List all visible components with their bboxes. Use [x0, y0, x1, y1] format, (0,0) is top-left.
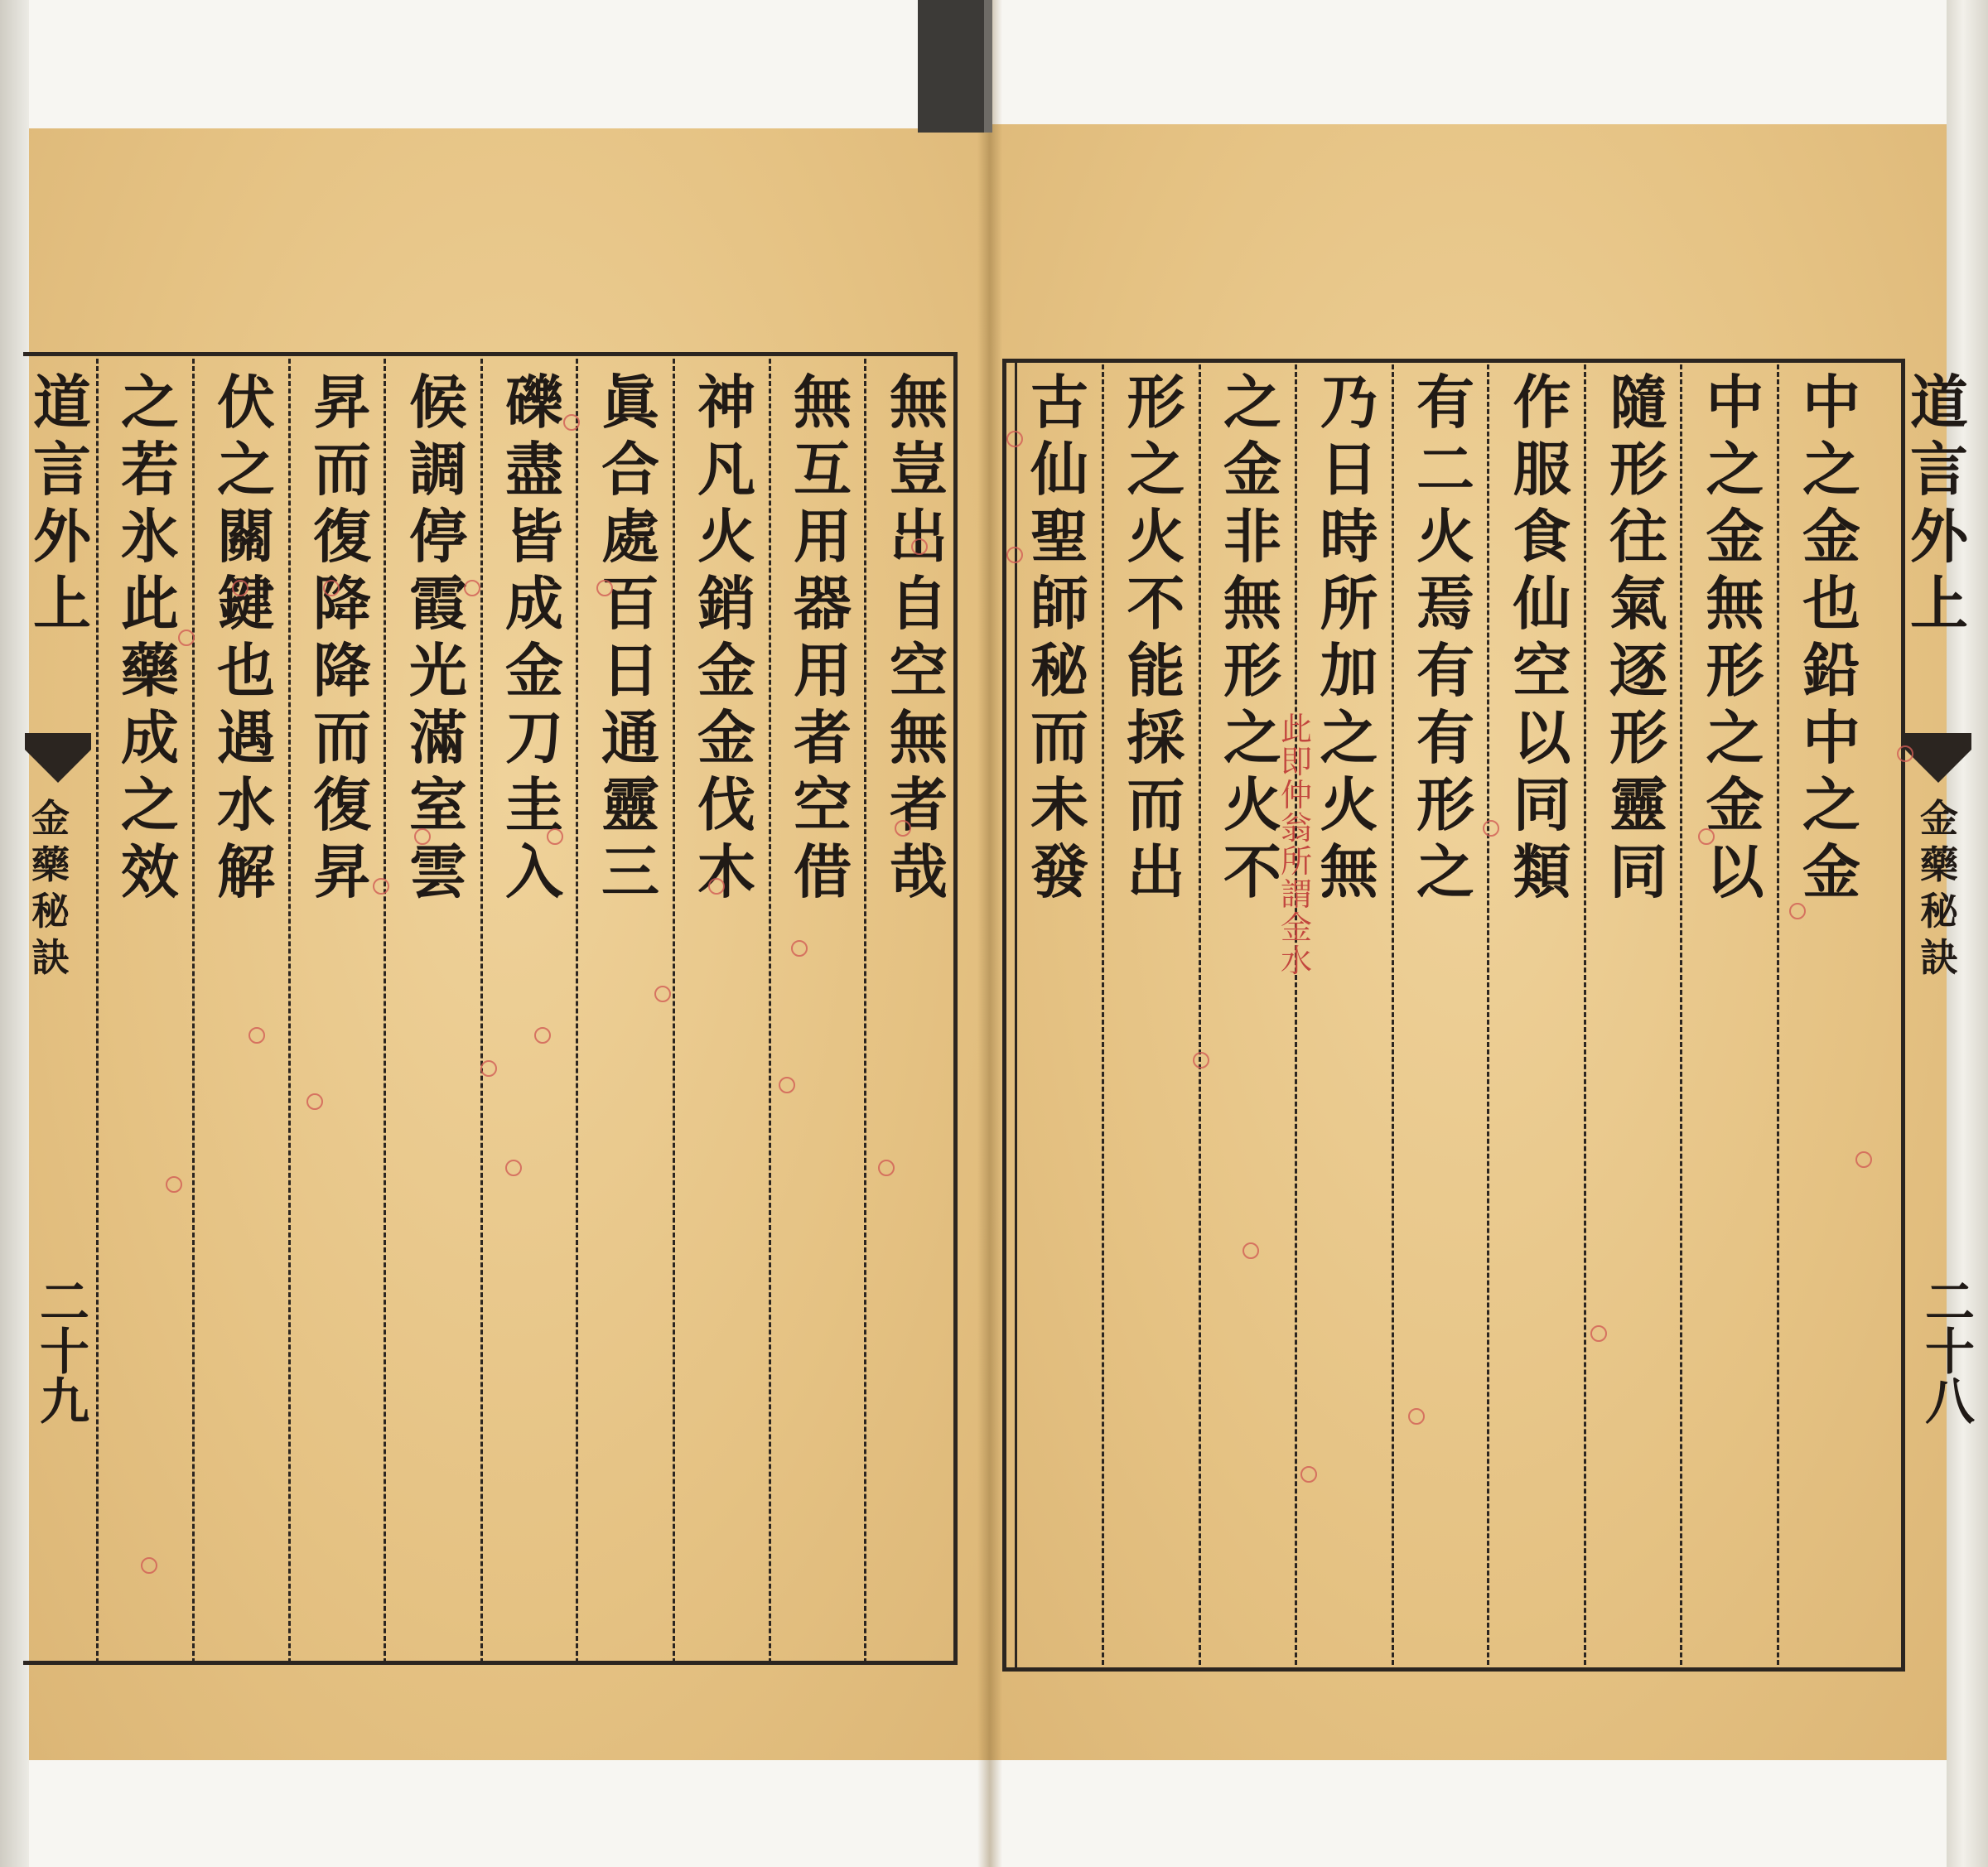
character: 未 [1030, 770, 1088, 839]
book-gutter [977, 0, 1002, 1867]
character: 之 [1706, 703, 1764, 772]
red-punctuation-mark [464, 580, 480, 596]
red-punctuation-mark [779, 1077, 795, 1093]
character: 中 [1706, 368, 1764, 437]
character: 神 [697, 368, 755, 437]
character: 時 [1320, 502, 1378, 571]
character: 出 [1127, 837, 1185, 906]
right-margin-heading [1904, 369, 1975, 637]
character: 之 [1706, 435, 1764, 504]
character: 霞 [409, 569, 467, 638]
character: 中 [1802, 368, 1860, 437]
text-column [1314, 369, 1385, 905]
column-rule [864, 359, 866, 1663]
text-column [306, 369, 378, 905]
column-rule [769, 359, 771, 1663]
chapter-char: 秘 [31, 889, 70, 934]
character: 水 [217, 770, 275, 839]
character: 候 [409, 368, 467, 437]
character: 之 [1127, 435, 1185, 504]
character: 凡 [697, 435, 755, 504]
character: 日 [601, 636, 659, 705]
character: 食 [1513, 502, 1571, 571]
character: 鉛 [1802, 636, 1860, 705]
character: 伐 [697, 770, 755, 839]
red-punctuation-mark [1855, 1151, 1872, 1168]
character: 氷 [121, 502, 179, 571]
character: 服 [1513, 435, 1571, 504]
character: 往 [1609, 502, 1667, 571]
character: 空 [890, 636, 948, 705]
left-folio-number: 二十九 [31, 1276, 89, 1425]
character: 無 [890, 703, 948, 772]
character: 合 [601, 435, 659, 504]
character: 者 [794, 703, 852, 772]
character: 古 [1030, 368, 1088, 437]
right-chapter-title [1920, 795, 1958, 981]
character: 形 [1609, 435, 1667, 504]
character: 無 [1223, 569, 1281, 638]
character: 火 [697, 502, 755, 571]
character: 藥 [121, 636, 179, 705]
character: 秘 [1030, 636, 1088, 705]
character: 也 [217, 636, 275, 705]
character: 昇 [313, 837, 371, 906]
column-rule [1680, 364, 1682, 1665]
character: 借 [794, 837, 852, 906]
red-punctuation-mark [1897, 745, 1913, 762]
column-rule [1584, 364, 1586, 1665]
character: 自 [890, 569, 948, 638]
character: 而 [1127, 770, 1185, 839]
character: 無 [1320, 837, 1378, 906]
text-column [1410, 369, 1481, 905]
character: 金 [1706, 770, 1764, 839]
character: 金 [1802, 502, 1860, 571]
red-punctuation-mark [895, 820, 911, 837]
annotation-char: 仲 [1280, 777, 1312, 813]
text-column [883, 369, 954, 905]
red-punctuation-mark [1006, 431, 1023, 447]
red-punctuation-mark [141, 1557, 157, 1574]
character: 不 [1223, 837, 1281, 906]
red-punctuation-mark [1006, 547, 1023, 563]
red-punctuation-mark [505, 1160, 522, 1176]
character: 復 [313, 502, 371, 571]
character: 盡 [505, 435, 563, 504]
column-rule [673, 359, 675, 1663]
character: 百 [601, 569, 659, 638]
column-rule [1487, 364, 1489, 1665]
character: 關 [217, 502, 275, 571]
character: 金 [1706, 502, 1764, 571]
red-punctuation-mark [323, 580, 340, 596]
character: 入 [505, 837, 563, 906]
column-rule [480, 359, 483, 1663]
character: 發 [1030, 837, 1088, 906]
character: 中 [1802, 703, 1860, 772]
character: 金 [505, 636, 563, 705]
red-punctuation-mark [1242, 1242, 1259, 1259]
character: 停 [409, 502, 467, 571]
character: 刀 [505, 703, 563, 772]
character: 復 [313, 770, 371, 839]
red-punctuation-mark [232, 580, 248, 596]
character: 無 [794, 368, 852, 437]
character: 焉 [1416, 569, 1474, 638]
red-punctuation-mark [248, 1027, 265, 1044]
character: 圭 [505, 770, 563, 839]
red-punctuation-mark [414, 828, 431, 845]
red-punctuation-mark [1193, 1052, 1209, 1069]
character: 伏 [217, 368, 275, 437]
character: 解 [217, 837, 275, 906]
character: 出 [890, 502, 948, 571]
chapter-char: 金 [1920, 796, 1958, 841]
character: 之 [1802, 770, 1860, 839]
red-punctuation-mark [563, 414, 580, 431]
character: 雲 [409, 837, 467, 906]
chapter-char: 金 [31, 796, 70, 841]
character: 礫 [505, 368, 563, 437]
annotation-char: 即 [1280, 744, 1312, 780]
character: 豈 [890, 435, 948, 504]
chapter-char: 訣 [31, 935, 70, 980]
character: 銷 [697, 569, 755, 638]
character: 之 [1320, 703, 1378, 772]
left-chapter-title [31, 795, 70, 981]
character: 之 [121, 770, 179, 839]
character: 同 [1513, 770, 1571, 839]
annotation-char: 謂 [1280, 876, 1312, 913]
character: 金 [697, 703, 755, 772]
character: 能 [1127, 636, 1185, 705]
character: 形 [1609, 703, 1667, 772]
heading-char: 上 [1910, 569, 1968, 638]
character: 室 [409, 770, 467, 839]
character: 氣 [1609, 569, 1667, 638]
annotation-char: 金 [1280, 909, 1312, 946]
character: 加 [1320, 636, 1378, 705]
text-column [1024, 369, 1095, 905]
character: 此 [121, 569, 179, 638]
red-punctuation-mark [708, 878, 725, 895]
chapter-char: 藥 [1920, 842, 1958, 887]
character: 而 [1030, 703, 1088, 772]
character: 鍵 [217, 569, 275, 638]
character: 之 [1223, 368, 1281, 437]
text-column [210, 369, 282, 905]
text-column [1796, 369, 1867, 905]
text-column [787, 369, 858, 905]
annotation-char: 水 [1280, 943, 1312, 979]
character: 有 [1416, 636, 1474, 705]
character: 之 [121, 368, 179, 437]
red-punctuation-mark [878, 1160, 895, 1176]
red-punctuation-mark [534, 1027, 551, 1044]
character: 眞 [601, 368, 659, 437]
heading-char: 道 [33, 368, 91, 437]
red-punctuation-mark [306, 1093, 323, 1110]
character: 之 [1223, 703, 1281, 772]
character: 哉 [890, 837, 948, 906]
red-punctuation-mark [373, 878, 389, 895]
heading-char: 道 [1910, 368, 1968, 437]
character: 處 [601, 502, 659, 571]
right-folio-number: 二十八 [1917, 1276, 1975, 1425]
column-rule [1777, 364, 1779, 1665]
character: 者 [890, 770, 948, 839]
character: 仙 [1030, 435, 1088, 504]
text-column [1121, 369, 1192, 905]
character: 器 [794, 569, 852, 638]
column-rule [576, 359, 578, 1663]
character: 空 [794, 770, 852, 839]
character: 遇 [217, 703, 275, 772]
heading-char: 外 [33, 502, 91, 571]
red-punctuation-mark [654, 986, 671, 1002]
character: 昇 [313, 368, 371, 437]
character: 通 [601, 703, 659, 772]
annotation-char: 此 [1280, 711, 1312, 747]
character: 降 [313, 569, 371, 638]
character: 聖 [1030, 502, 1088, 571]
character: 用 [794, 636, 852, 705]
chapter-char: 秘 [1920, 889, 1958, 934]
character: 火 [1416, 502, 1474, 571]
heading-char: 外 [1910, 502, 1968, 571]
red-punctuation-mark [1789, 903, 1806, 919]
red-punctuation-mark [480, 1060, 497, 1077]
character: 所 [1320, 569, 1378, 638]
character: 不 [1127, 569, 1185, 638]
red-punctuation-mark [1300, 1466, 1317, 1483]
left-margin-heading [27, 369, 98, 637]
character: 無 [890, 368, 948, 437]
red-punctuation-mark [547, 828, 563, 845]
text-column [1700, 369, 1771, 905]
column-rule [1295, 364, 1297, 1665]
red-handwritten-annotation [1278, 712, 1315, 977]
fish-tail-mark-icon [1905, 733, 1971, 783]
annotation-char: 所 [1280, 843, 1312, 880]
character: 同 [1609, 837, 1667, 906]
character: 木 [697, 837, 755, 906]
character: 非 [1223, 502, 1281, 571]
column-rule [96, 359, 99, 1663]
column-rule [1199, 364, 1201, 1665]
character: 靈 [601, 770, 659, 839]
character: 仙 [1513, 569, 1571, 638]
red-punctuation-mark [911, 538, 928, 555]
character: 光 [409, 636, 467, 705]
character: 有 [1416, 368, 1474, 437]
character: 無 [1706, 569, 1764, 638]
heading-char: 上 [33, 569, 91, 638]
character: 用 [794, 502, 852, 571]
character: 成 [505, 569, 563, 638]
red-punctuation-mark [1590, 1325, 1607, 1342]
red-punctuation-mark [1408, 1408, 1425, 1425]
red-punctuation-mark [791, 940, 808, 957]
character: 乃 [1320, 368, 1378, 437]
character: 形 [1127, 368, 1185, 437]
annotation-char: 翁 [1280, 810, 1312, 847]
character: 以 [1513, 703, 1571, 772]
character: 隨 [1609, 368, 1667, 437]
character: 成 [121, 703, 179, 772]
red-punctuation-mark [1698, 828, 1715, 845]
heading-char: 言 [1910, 435, 1968, 504]
character: 形 [1416, 770, 1474, 839]
character: 之 [217, 435, 275, 504]
text-column [114, 369, 186, 905]
text-column [1603, 369, 1674, 905]
character: 調 [409, 435, 467, 504]
text-column [499, 369, 570, 905]
character: 二 [1416, 435, 1474, 504]
red-punctuation-mark [1483, 820, 1499, 837]
character: 金 [697, 636, 755, 705]
character: 作 [1513, 368, 1571, 437]
heading-char: 言 [33, 435, 91, 504]
character: 三 [601, 837, 659, 906]
column-rule [288, 359, 291, 1663]
character: 互 [794, 435, 852, 504]
column-rule [384, 359, 386, 1663]
character: 金 [1223, 435, 1281, 504]
character: 而 [313, 703, 371, 772]
text-column [691, 369, 762, 905]
character: 火 [1127, 502, 1185, 571]
red-punctuation-mark [166, 1176, 182, 1193]
character: 降 [313, 636, 371, 705]
character: 日 [1320, 435, 1378, 504]
spine-edge [984, 0, 992, 133]
character: 火 [1320, 770, 1378, 839]
text-column [403, 369, 474, 905]
character: 師 [1030, 569, 1088, 638]
character: 以 [1706, 837, 1764, 906]
character: 火 [1223, 770, 1281, 839]
spine [918, 0, 987, 133]
character: 皆 [505, 502, 563, 571]
character: 之 [1802, 435, 1860, 504]
column-rule [1392, 364, 1394, 1665]
chapter-char: 訣 [1920, 935, 1958, 980]
character: 滿 [409, 703, 467, 772]
character: 類 [1513, 837, 1571, 906]
character: 靈 [1609, 770, 1667, 839]
character: 金 [1802, 837, 1860, 906]
red-punctuation-mark [596, 580, 613, 596]
character: 空 [1513, 636, 1571, 705]
fish-tail-mark-icon [25, 733, 91, 783]
character: 逐 [1609, 636, 1667, 705]
character: 也 [1802, 569, 1860, 638]
character: 採 [1127, 703, 1185, 772]
red-punctuation-mark [178, 630, 195, 646]
character: 有 [1416, 703, 1474, 772]
column-rule [192, 359, 195, 1663]
text-column [1507, 369, 1578, 905]
character: 而 [313, 435, 371, 504]
character: 效 [121, 837, 179, 906]
text-column [595, 369, 666, 905]
character: 形 [1223, 636, 1281, 705]
character: 之 [1416, 837, 1474, 906]
column-rule [1102, 364, 1104, 1665]
chapter-char: 藥 [31, 842, 70, 887]
character: 形 [1706, 636, 1764, 705]
character: 若 [121, 435, 179, 504]
